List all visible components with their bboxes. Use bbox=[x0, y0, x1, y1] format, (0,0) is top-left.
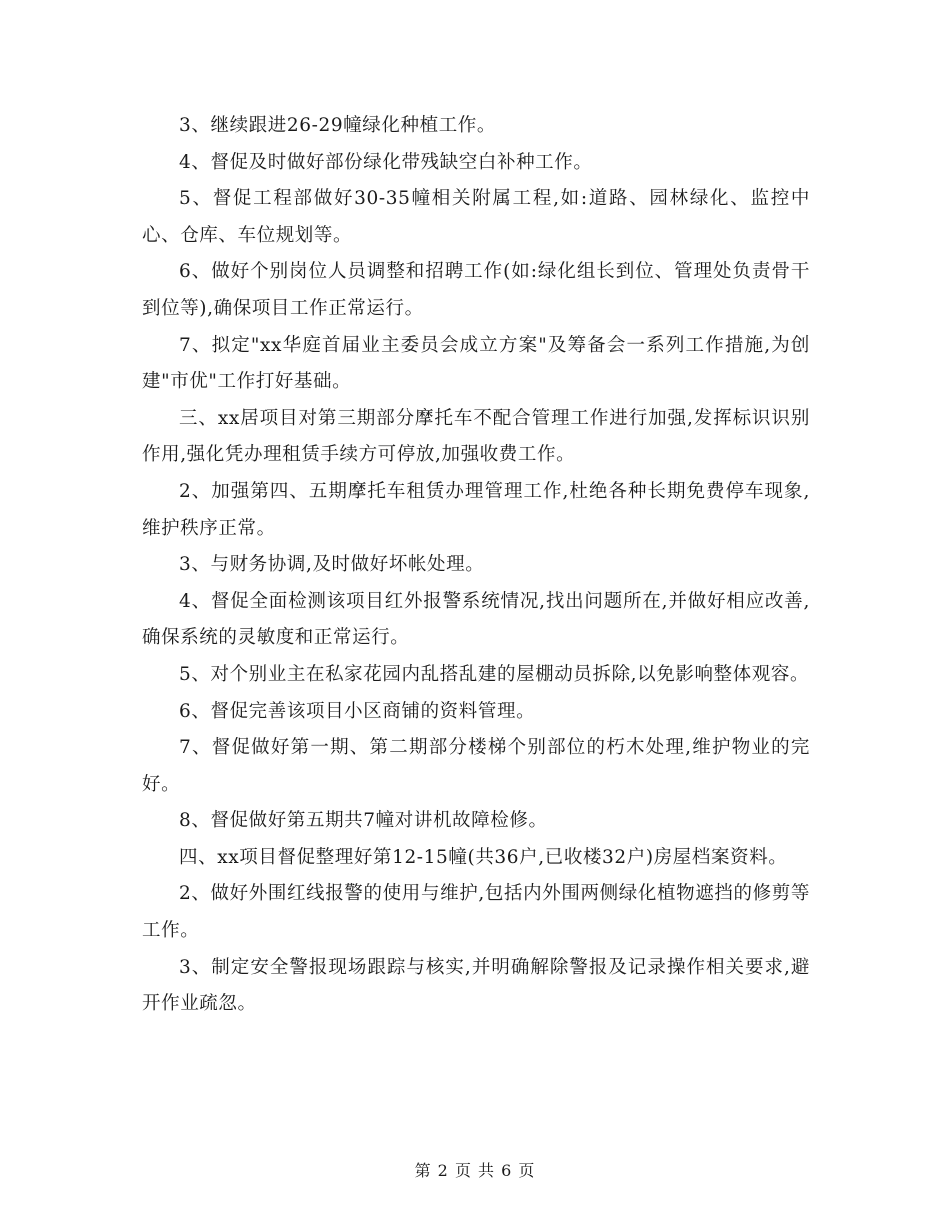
document-body bbox=[142, 108, 810, 1023]
paragraph-8: 3、与财务协调,及时做好坏帐处理。 bbox=[179, 554, 485, 576]
paragraph-12: 7、督促做好第一期、第二期部分楼梯个别部位的朽木处理,维护物业的完好。 bbox=[142, 737, 810, 795]
paragraph-3: 5、督促工程部做好30-35幢相关附属工程,如:道路、园林绿化、监控中心、仓库、车位规划等。 bbox=[142, 188, 810, 246]
page-number-text: 第 2 页 共 6 页 bbox=[414, 1161, 536, 1180]
paragraph-7: 2、加强第四、五期摩托车租赁办理管理工作,杜绝各种长期免费停车现象,维护秩序正常。 bbox=[142, 480, 810, 539]
paragraph-4: 6、做好个别岗位人员调整和招聘工作(如:绿化组长到位、管理处负责骨干到位等),确保项目工作正常运行。 bbox=[142, 261, 810, 319]
paragraph-10: 5、对个别业主在私家花园内乱搭乱建的屋棚动员拆除,以免影响整体观容。 bbox=[179, 663, 810, 685]
paragraph-2: 4、督促及时做好部份绿化带残缺空白补种工作。 bbox=[179, 151, 593, 173]
paragraph-13: 8、督促做好第五期共7幢对讲机故障检修。 bbox=[179, 810, 548, 832]
paragraph-15: 2、做好外围红线报警的使用与维护,包括内外围两侧绿化植物遮挡的修剪等工作。 bbox=[142, 883, 810, 942]
page-footer bbox=[0, 1158, 950, 1181]
paragraph-5: 7、拟定"xx华庭首届业主委员会成立方案"及筹备会一系列工作措施,为创建"市优"工作打好基础。 bbox=[142, 334, 810, 393]
paragraph-6: 三、xx居项目对第三期部分摩托车不配合管理工作进行加强,发挥标识识别作用,强化凭办理租赁手续方可停放,加强收费工作。 bbox=[142, 407, 810, 466]
paragraph-14: 四、xx项目督促整理好第12-15幢(共36户,已收楼32户)房屋档案资料。 bbox=[179, 846, 788, 868]
paragraph-16: 3、制定安全警报现场跟踪与核实,并明确解除警报及记录操作相关要求,避开作业疏忽。 bbox=[142, 956, 810, 1015]
paragraph-9: 4、督促全面检测该项目红外报警系统情况,找出问题所在,并做好相应改善,确保系统的灵敏度和正常运行。 bbox=[142, 590, 810, 649]
paragraph-11: 6、督促完善该项目小区商铺的资料管理。 bbox=[179, 700, 536, 722]
paragraph-1: 3、继续跟进26-29幢绿化种植工作。 bbox=[179, 115, 497, 136]
